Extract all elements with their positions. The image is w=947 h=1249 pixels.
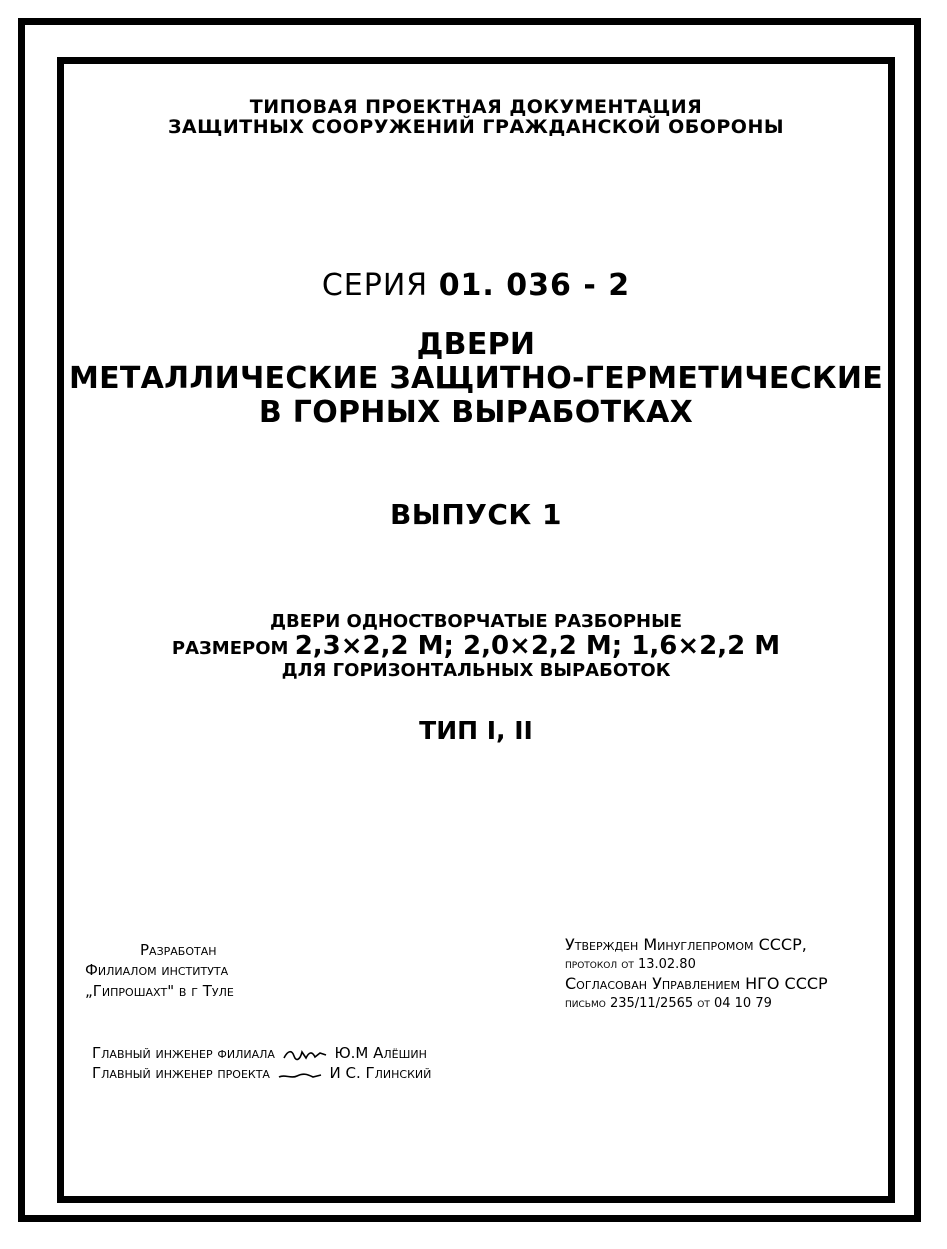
document-header (64, 98, 888, 138)
series-label: СЕРИЯ (321, 268, 429, 303)
developer-line-3: „Гипрошахт" в г Туле (85, 981, 234, 1000)
doors-description (64, 612, 888, 681)
header-line-1: ТИПОВАЯ ПРОЕКТНАЯ ДОКУМЕНТАЦИЯ (249, 96, 703, 118)
developer-line-1: Разработан (140, 941, 217, 959)
type-label: ТИП I, II (419, 716, 533, 745)
doors-size-prefix: РАЗМЕРОМ (171, 638, 289, 660)
header-line-2: ЗАЩИТНЫХ СООРУЖЕНИЙ ГРАЖДАНСКОЙ ОБОРОНЫ (167, 115, 785, 138)
title-line-2: МЕТАЛЛИЧЕСКИЕ ЗАЩИТНО-ГЕРМЕТИЧЕСКИЕ (68, 360, 884, 396)
doors-line-1: ДВЕРИ ОДНОСТВОРЧАТЫЕ РАЗБОРНЫЕ (269, 611, 683, 632)
approval-line-2: протокол от 13.02.80 (565, 956, 696, 972)
developer-block (85, 940, 345, 1001)
doors-sizes: 2,3×2,2 М; 2,0×2,2 М; 1,6×2,2 М (294, 631, 781, 662)
series-line (64, 270, 888, 302)
issue-number: ВЫПУСК 1 (389, 498, 563, 531)
approval-line-3: Согласован Управлением НГО СССР (565, 974, 828, 994)
handwritten-signature-1 (282, 1047, 328, 1061)
handwritten-signature-2 (277, 1067, 323, 1081)
document-title (64, 328, 888, 430)
signatures-block (92, 1043, 562, 1084)
doors-line-2 (64, 632, 888, 661)
signature-name-1: Ю.М Алёшин (334, 1044, 427, 1062)
developer-line-2: Филиалом института (85, 961, 229, 980)
series-code: 01. 036 - 2 (438, 268, 631, 303)
title-line-3: В ГОРНЫХ ВЫРАБОТКАХ (258, 394, 694, 430)
signature-row-1 (92, 1043, 562, 1063)
approval-line-1: Утвержден Минуглепромом СССР, (565, 935, 807, 954)
approval-block (565, 934, 895, 1012)
approval-line-4: письмо 235/11/2565 от 04 10 79 (565, 995, 772, 1011)
signature-name-2: И С. Глинский (329, 1064, 432, 1083)
title-line-1: ДВЕРИ (416, 327, 536, 362)
doors-line-3: ДЛЯ ГОРИЗОНТАЛЬНЫХ ВЫРАБОТОК (281, 660, 671, 682)
signature-role-1: Главный инженер филиала (92, 1044, 275, 1062)
signature-role-2: Главный инженер проекта (92, 1064, 270, 1083)
signature-row-2 (92, 1063, 562, 1083)
